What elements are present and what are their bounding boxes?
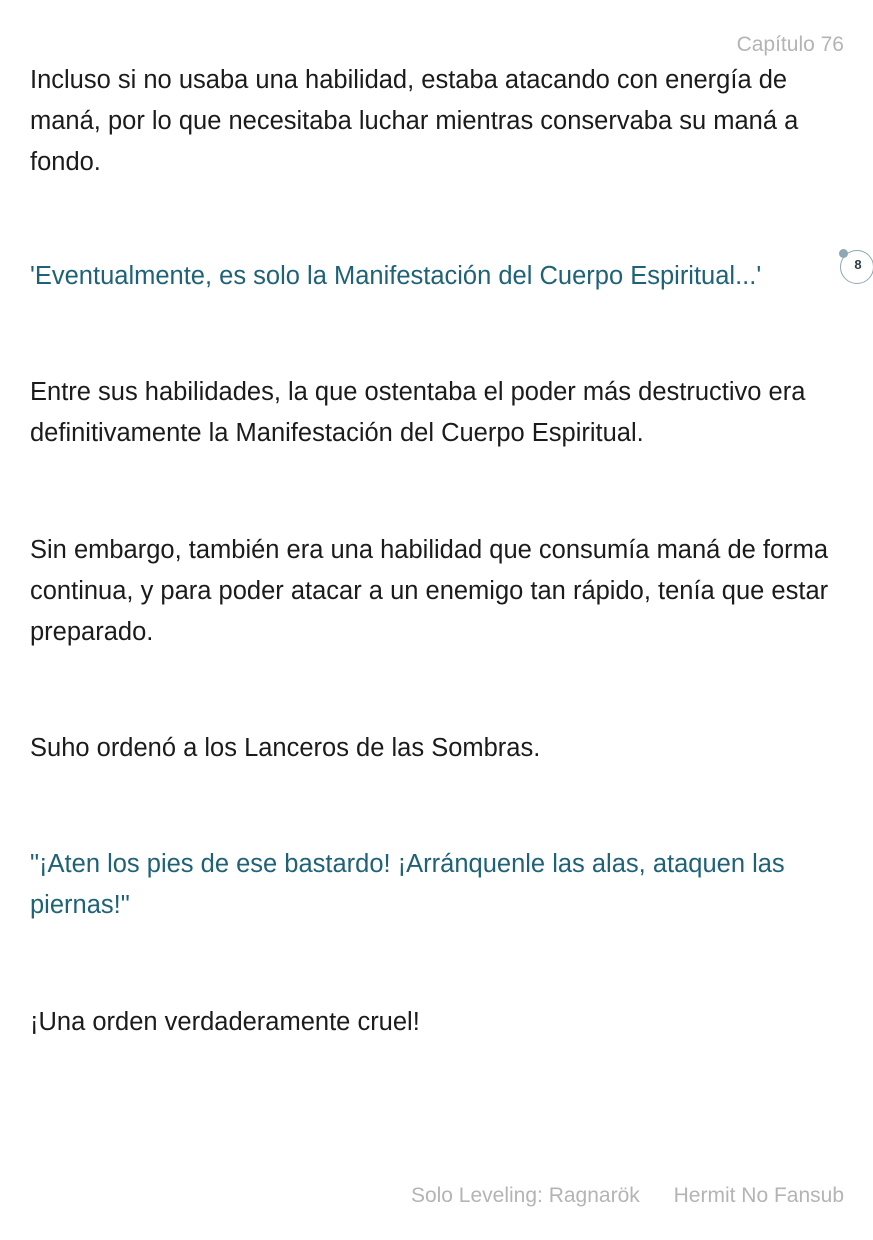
comment-count: 8 <box>854 257 862 272</box>
paragraph: Sin embargo, también era una habilidad que consumía maná de forma continua, y para poder atacar a un enemigo tan rápido, tenía que estar preparado. <box>30 536 829 646</box>
comment-count-badge[interactable] <box>840 250 873 284</box>
paragraph-dialogue: "¡Aten los pies de ese bastardo! ¡Arránquenle las alas, ataquen las piernas!" <box>30 850 785 919</box>
novel-title: Solo Leveling: Ragnarök <box>410 1184 640 1207</box>
translator-credit: Hermit No Fansub <box>673 1184 844 1207</box>
chapter-label: Capítulo 76 <box>736 33 844 56</box>
paragraph: Entre sus habilidades, la que ostentaba el poder más destructivo era definitivamente la Manifestación del Cuerpo Espiritual. <box>30 378 806 447</box>
paragraph: ¡Una orden verdaderamente cruel! <box>30 1008 420 1036</box>
paragraph: Suho ordenó a los Lanceros de las Sombras. <box>30 734 541 762</box>
footer <box>411 1182 844 1210</box>
paragraph: Incluso si no usaba una habilidad, estaba atacando con energía de maná, por lo que necesitaba luchar mientras conservaba su maná a fondo. <box>30 66 799 176</box>
paragraph-dialogue: 'Eventualmente, es solo la Manifestación del Cuerpo Espiritual...' <box>30 262 762 290</box>
